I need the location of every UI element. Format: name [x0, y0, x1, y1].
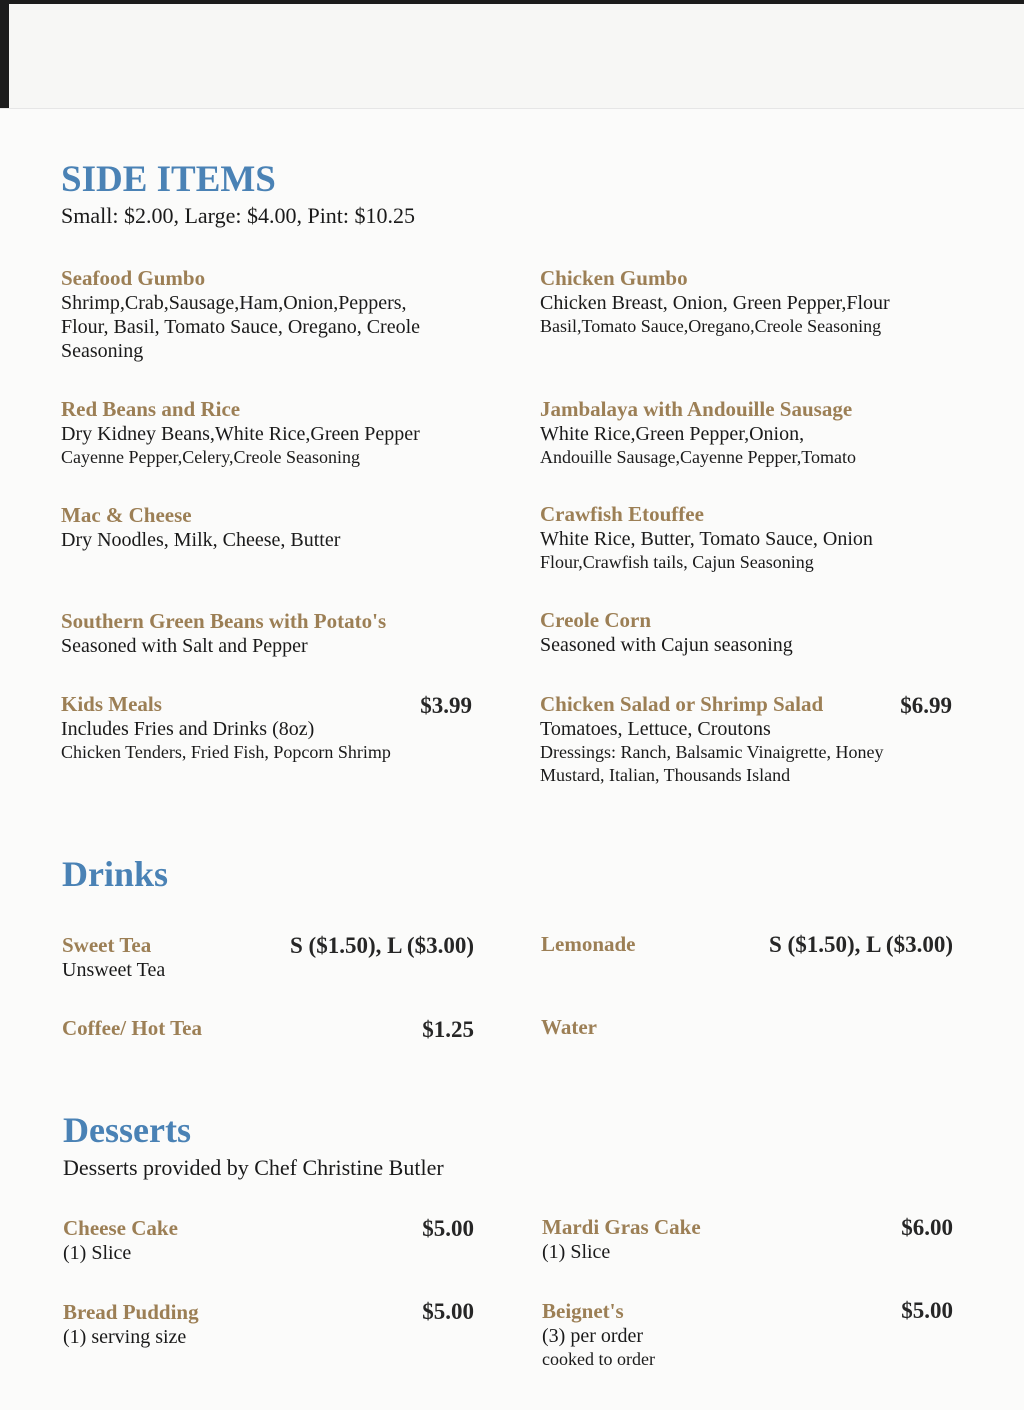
price-bread-pudding: $5.00	[422, 1299, 474, 1324]
menu-item-mardi-gras-cake: Mardi Gras Cake (1) Slice	[542, 1215, 701, 1263]
menu-item-chicken-gumbo: Chicken Gumbo Chicken Breast, Onion, Green Pepper,Flour Basil,Tomato Sauce,Oregano,Creole Seasoning	[540, 266, 890, 336]
menu-item-coffee-hot-tea: Coffee/ Hot Tea	[62, 1016, 202, 1040]
desserts-heading: Desserts	[63, 1110, 191, 1150]
price-beignets: $5.00	[901, 1298, 953, 1323]
menu-item-bread-pudding: Bread Pudding (1) serving size	[63, 1300, 199, 1348]
price-salad: $6.99	[900, 693, 952, 718]
menu-item-creole-corn: Creole Corn Seasoned with Cajun seasoning	[540, 608, 793, 656]
menu-item-cheese-cake: Cheese Cake (1) Slice	[63, 1216, 178, 1264]
menu-item-beignets: Beignet's (3) per order cooked to order	[542, 1299, 655, 1369]
menu-item-lemonade: Lemonade	[541, 932, 636, 956]
drinks-heading: Drinks	[62, 854, 169, 894]
price-mardi-gras-cake: $6.00	[901, 1215, 953, 1240]
price-lemonade: S ($1.50), L ($3.00)	[769, 932, 953, 957]
price-sweet-tea: S ($1.50), L ($3.00)	[290, 933, 474, 958]
price-cheese-cake: $5.00	[422, 1216, 474, 1241]
price-coffee: $1.25	[422, 1017, 474, 1042]
menu-item-kids-meals: Kids Meals Includes Fries and Drinks (8oz) Chicken Tenders, Fried Fish, Popcorn Shrimp	[61, 692, 391, 762]
menu-item-red-beans-rice: Red Beans and Rice Dry Kidney Beans,White Rice,Green Pepper Cayenne Pepper,Celery,Creole Seasoning	[61, 397, 420, 467]
menu-item-crawfish-etouffee: Crawfish Etouffee White Rice, Butter, Tomato Sauce, Onion Flour,Crawfish tails, Cajun Seasoning	[540, 502, 873, 572]
side-items-pricing: Small: $2.00, Large: $4.00, Pint: $10.25	[61, 203, 416, 228]
back-sheet	[9, 4, 1024, 108]
desserts-subtitle: Desserts provided by Chef Christine Butler	[63, 1155, 444, 1180]
menu-item-water: Water	[541, 1015, 597, 1039]
side-items-heading: SIDE ITEMS	[61, 159, 276, 200]
menu-item-sweet-tea: Sweet Tea Unsweet Tea	[62, 933, 166, 981]
scan-border-left	[0, 0, 9, 108]
menu-item-jambalaya: Jambalaya with Andouille Sausage White Rice,Green Pepper,Onion, Andouille Sausage,Cayenne Pepper,Tomato	[540, 397, 856, 467]
price-kids-meals: $3.99	[420, 693, 472, 718]
menu-item-mac-cheese: Mac & Cheese Dry Noodles, Milk, Cheese, Butter	[61, 503, 341, 551]
menu-item-salad: Chicken Salad or Shrimp Salad Tomatoes, Lettuce, Croutons Dressings: Ranch, Balsamic Vinaigrette, Honey Mustard, Italian, Thousands Island	[540, 692, 884, 785]
menu-item-seafood-gumbo: Seafood Gumbo Shrimp,Crab,Sausage,Ham,Onion,Peppers, Flour, Basil, Tomato Sauce, Oregano, Creole Seasoning	[61, 266, 421, 362]
menu-item-green-beans: Southern Green Beans with Potato's Seasoned with Salt and Pepper	[61, 609, 387, 657]
